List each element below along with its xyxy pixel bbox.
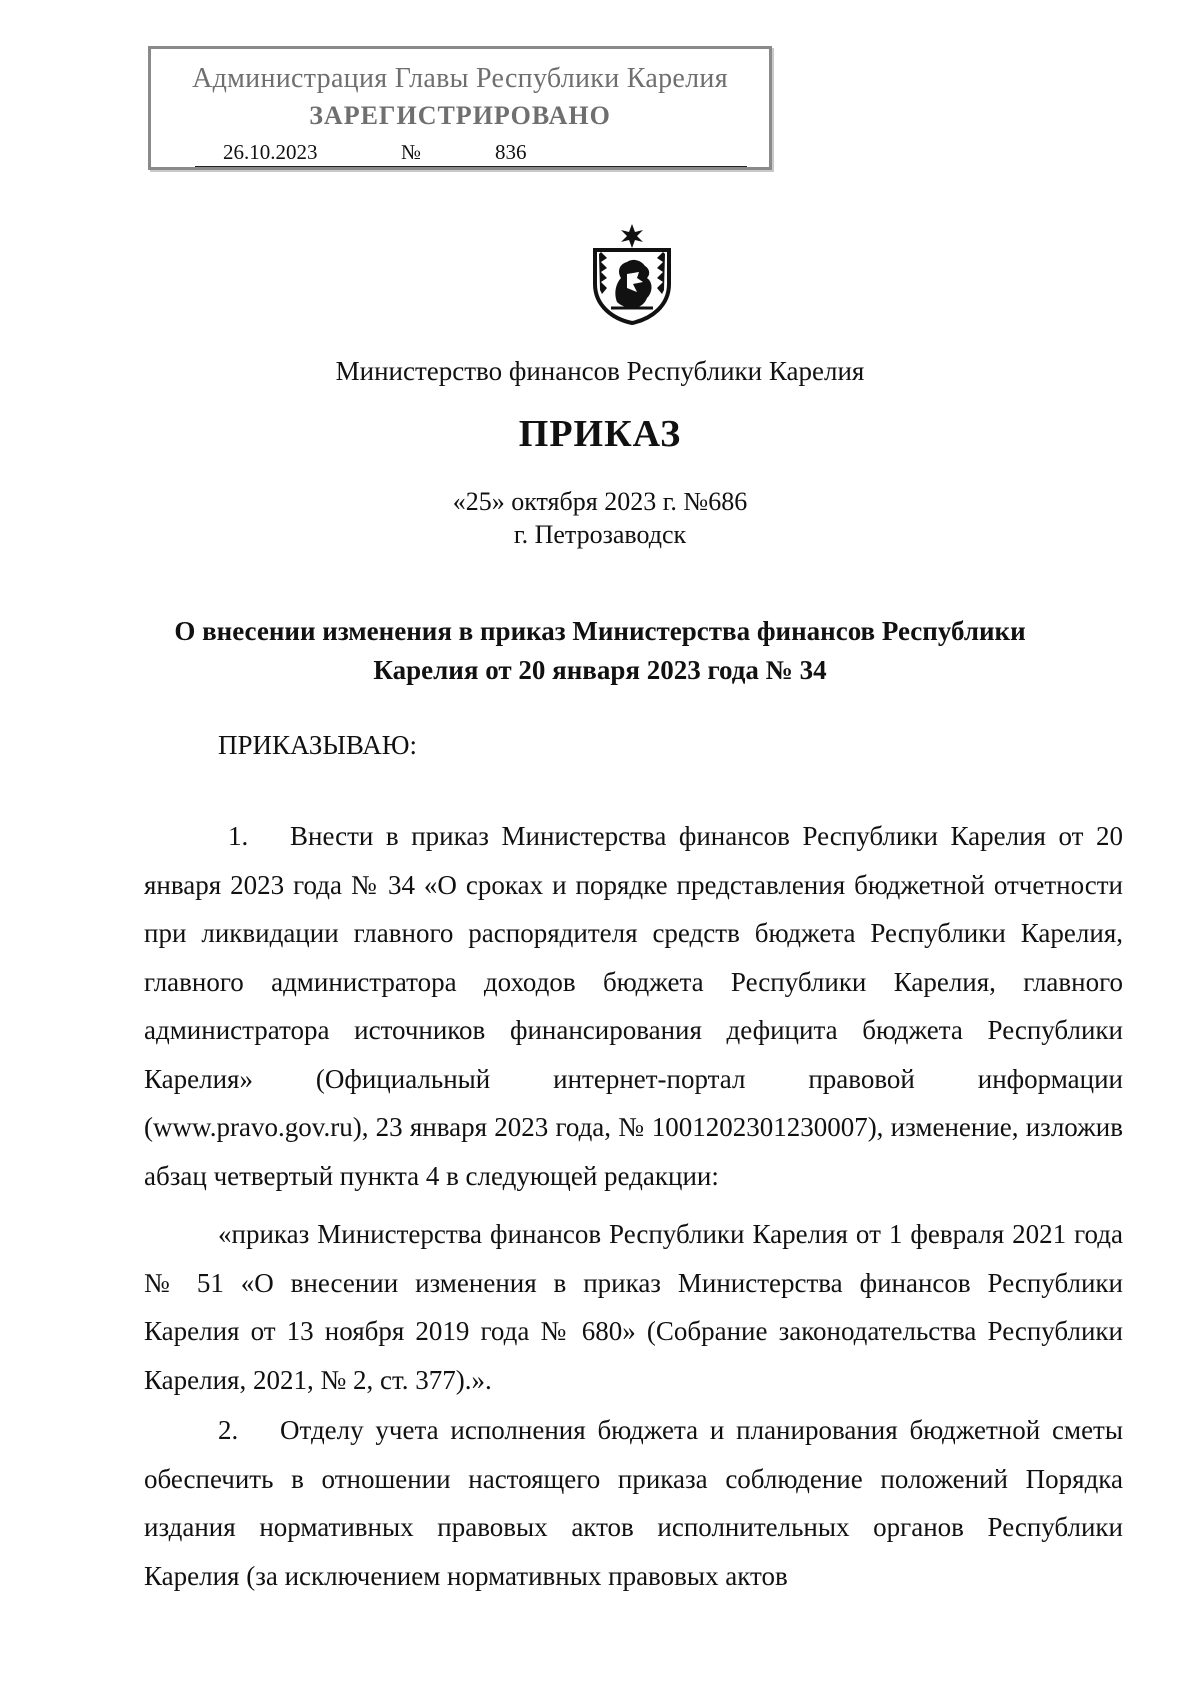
paragraph-1 <box>144 812 1123 1200</box>
karelia-coat-of-arms-icon <box>587 222 677 325</box>
subject-line-2: Карелия от 20 января 2023 года № 34 <box>373 655 827 685</box>
stamp-organization: Администрация Главы Республики Карелия <box>192 63 728 94</box>
paragraph-2-text: Отделу учета исполнения бюджета и планирования бюджетной сметы обеспечить в отношении настоящего приказа соблюдение положений Порядка издания нормативных правовых актов исполнительных органов Республики Карелия (за исключением нормативных правовых актов <box>144 1415 1123 1591</box>
ministry-name: Министерство финансов Республики Карелия <box>335 356 865 386</box>
stamp-number: 836 <box>495 140 527 164</box>
stamp-number-sign: № <box>401 140 422 164</box>
paragraph-1-number: 1. <box>228 821 249 851</box>
order-city: г. Петрозаводск <box>513 520 687 549</box>
stamp-status: ЗАРЕГИСТРИРОВАНО <box>309 101 611 130</box>
order-date-number: «25» октября 2023 г. №686 <box>452 487 748 516</box>
paragraph-2-number: 2. <box>218 1415 239 1445</box>
subject-line-1: О внесении изменения в приказ Министерства финансов Республики <box>174 616 1026 646</box>
order-directive: ПРИКАЗЫВАЮ: <box>218 730 417 760</box>
registration-stamp <box>148 46 772 170</box>
order-subject <box>0 612 1200 690</box>
stamp-date: 26.10.2023 <box>223 140 318 164</box>
paragraph-1-text: Внести в приказ Министерства финансов Республики Карелия от 20 января 2023 года № 34 «О сроках и порядке представления бюджетной отчетности при ликвидации главного распорядителя средств бюджета Республики Карелия, главного администратора доходов бюджета Республики Карелия, главного администратора источников финансирования дефицита бюджета Республики Карелия» (Официальный интернет-портал правовой информации (www.pravo.gov.ru), 23 января 2023 года, № 1001202301230007), изменение, изложив абзац четвертый пункта 4 в следующей редакции: <box>144 821 1123 1191</box>
quoted-paragraph <box>144 1210 1123 1404</box>
quoted-paragraph-text: «приказ Министерства финансов Республики Карелия от 1 февраля 2021 года № 51 «О внесении изменения в приказ Министерства финансов Республики Карелия от 13 ноября 2019 года № 680» (Собрание законодательства Республики Карелия, 2021, № 2, ст. 377).». <box>144 1219 1123 1395</box>
stamp-registration-line <box>195 138 747 167</box>
paragraph-2 <box>144 1406 1123 1600</box>
document-title: ПРИКАЗ <box>518 413 682 455</box>
